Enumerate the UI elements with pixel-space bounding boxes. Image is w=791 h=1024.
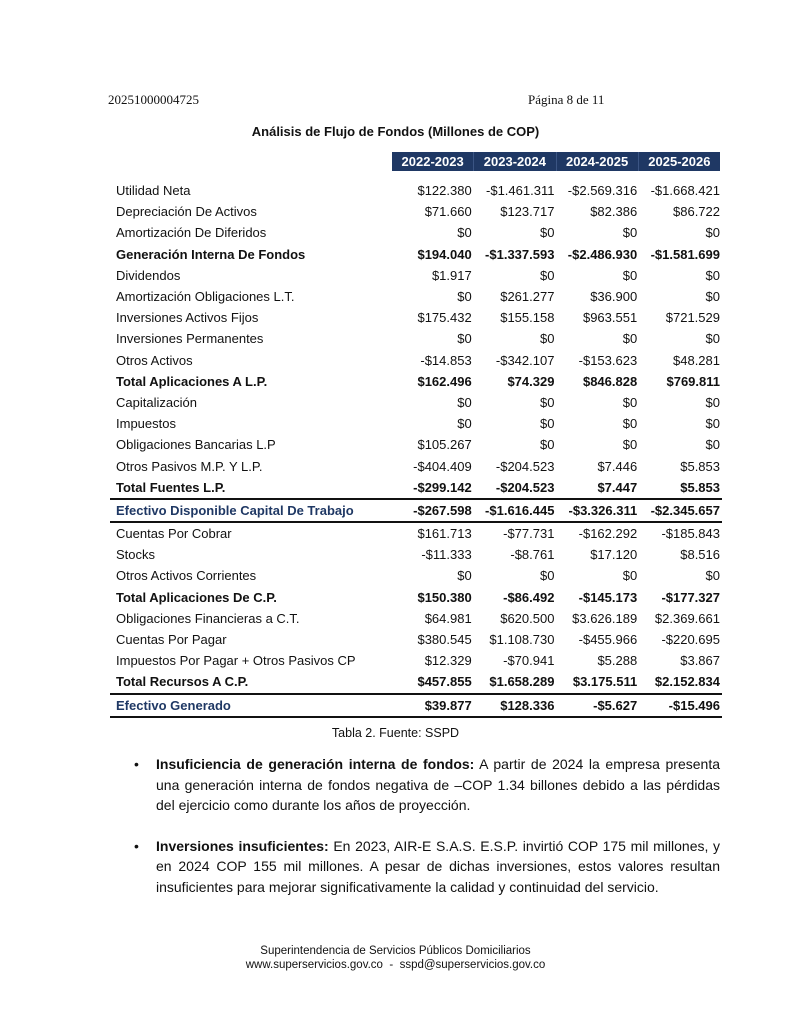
table-row — [110, 565, 722, 586]
cash-flow-table — [110, 180, 722, 718]
row-value: -$2.345.657 — [639, 499, 722, 522]
column-header: 2025-2026 — [638, 152, 720, 171]
row-label: Obligaciones Financieras a C.T. — [116, 610, 300, 626]
row-value: -$1.581.699 — [650, 246, 720, 262]
row-value: $1.108.730 — [489, 632, 555, 648]
bullet-item — [134, 754, 720, 816]
table-row — [110, 201, 722, 222]
row-value: -$70.941 — [503, 653, 555, 669]
row-label: Stocks — [116, 547, 156, 563]
row-value: $8.516 — [680, 547, 720, 563]
row-value: $0 — [622, 437, 638, 453]
row-value: -$455.966 — [578, 632, 638, 648]
row-label: Efectivo Disponible Capital De Trabajo — [110, 499, 392, 522]
row-label: Cuentas Por Pagar — [116, 632, 227, 648]
row-value: $0 — [705, 267, 720, 283]
table-row — [110, 265, 722, 286]
row-value: $0 — [457, 225, 472, 241]
bullet-heading: Inversiones insuficientes: — [156, 837, 329, 854]
row-value: $3.867 — [680, 653, 720, 669]
row-value: -$204.523 — [495, 458, 555, 474]
table-row — [110, 499, 722, 522]
row-value: $846.828 — [582, 373, 638, 389]
row-label: Total Aplicaciones De C.P. — [116, 589, 277, 605]
row-value: $380.545 — [417, 632, 472, 648]
row-label: Impuestos Por Pagar + Otros Pasivos CP — [116, 653, 356, 669]
row-value: $39.877 — [392, 694, 474, 717]
bullet-body: A partir de 2024 la empresa presenta una generación interna de fondos negativa de –COP 1.34 billones debido a las pérdidas del ejercicio como durante los años de proyección. — [156, 756, 720, 813]
row-value: -$204.523 — [495, 479, 555, 495]
row-label: Efectivo Generado — [110, 694, 392, 717]
row-value: $7.447 — [597, 479, 638, 495]
bullet-icon: • — [134, 756, 139, 772]
row-value: -$3.326.311 — [556, 499, 639, 522]
row-value: -$162.292 — [578, 526, 638, 542]
row-value: -$299.142 — [413, 479, 472, 495]
row-value: $122.380 — [417, 183, 472, 199]
row-label: Cuentas Por Cobrar — [116, 526, 232, 542]
row-value: $155.158 — [500, 310, 555, 326]
bullet-list — [134, 754, 720, 917]
row-value: $194.040 — [417, 246, 472, 262]
row-value: $0 — [705, 225, 720, 241]
row-value: -$185.843 — [661, 526, 720, 542]
row-value: -$1.668.421 — [650, 183, 720, 199]
row-value: $128.336 — [474, 694, 557, 717]
row-value: $1.917 — [431, 267, 472, 283]
row-value: $0 — [622, 331, 638, 347]
footer-email[interactable]: sspd@superservicios.gov.co — [399, 959, 546, 971]
table-row — [110, 244, 722, 265]
row-value: $721.529 — [665, 310, 720, 326]
row-value: $0 — [622, 225, 638, 241]
row-value: $123.717 — [500, 204, 555, 220]
table-caption: Tabla 2. Fuente: SSPD — [331, 726, 460, 740]
table-row — [110, 350, 722, 371]
row-value: $74.329 — [507, 373, 555, 389]
table-row — [110, 180, 722, 201]
row-value: $105.267 — [417, 437, 472, 453]
row-value: -$342.107 — [495, 352, 555, 368]
row-label: Generación Interna De Fondos — [116, 246, 306, 262]
row-value: $0 — [539, 267, 555, 283]
row-value: $0 — [539, 416, 555, 432]
table-row — [110, 650, 722, 671]
row-value: $82.386 — [590, 204, 638, 220]
row-value: -$153.623 — [578, 352, 638, 368]
row-value: $0 — [622, 416, 638, 432]
bullet-icon: • — [134, 837, 139, 854]
row-value: $457.855 — [417, 674, 472, 690]
bullet-body: En 2023, AIR-E S.A.S. E.S.P. invirtió COP 175 mil millones, y en 2024 COP 155 mil millones. A pesar de dichas inversiones, estos valores resultan insuficientes para mejorar significativamente la calidad y continuidad del servicio. — [156, 837, 721, 895]
table-row — [110, 413, 722, 434]
row-value: -$2.486.930 — [567, 246, 638, 262]
row-label: Inversiones Permanentes — [116, 331, 264, 347]
row-label: Total Fuentes L.P. — [116, 479, 226, 495]
row-label: Otros Activos Corrientes — [116, 568, 257, 584]
row-label: Depreciación De Activos — [116, 204, 257, 220]
row-value: $0 — [705, 331, 720, 347]
row-value: $71.660 — [424, 204, 472, 220]
page-number: Página 8 de 11 — [528, 92, 605, 107]
row-value: $12.329 — [424, 653, 472, 669]
row-value: $17.120 — [590, 547, 638, 563]
row-value: -$8.761 — [510, 547, 555, 563]
table-row — [110, 629, 722, 650]
table-row — [110, 671, 722, 693]
row-value: $5.853 — [680, 458, 720, 474]
row-value: $2.369.661 — [654, 610, 720, 626]
row-value: $7.446 — [597, 458, 638, 474]
row-value: $64.981 — [424, 610, 472, 626]
page-footer — [0, 944, 791, 972]
row-value: -$14.853 — [420, 352, 472, 368]
row-value: $175.432 — [417, 310, 472, 326]
table-row — [110, 371, 722, 392]
footer-website[interactable]: www.superservicios.gov.co — [245, 959, 383, 971]
row-value: -$1.461.311 — [486, 183, 555, 199]
bullet-text — [156, 754, 720, 816]
table-row — [110, 222, 722, 243]
table-row — [110, 307, 722, 328]
row-value: $963.551 — [582, 310, 638, 326]
row-value: $5.288 — [597, 653, 638, 669]
row-value: $0 — [539, 568, 555, 584]
table-row — [110, 434, 722, 455]
row-value: $0 — [622, 267, 638, 283]
row-label: Impuestos — [116, 416, 176, 432]
row-value: $0 — [457, 394, 472, 410]
row-value: -$1.616.445 — [474, 499, 557, 522]
document-number: 20251000004725 — [108, 92, 199, 107]
row-label: Otros Pasivos M.P. Y L.P. — [116, 458, 263, 474]
table-row — [110, 328, 722, 349]
table-header — [392, 152, 720, 171]
row-value: -$267.598 — [392, 499, 474, 522]
footer-org: Superintendencia de Servicios Públicos Domiciliarios — [260, 945, 531, 957]
table-row — [110, 608, 722, 629]
row-value: $0 — [705, 568, 720, 584]
table-row — [110, 455, 722, 476]
row-value: $0 — [705, 394, 720, 410]
row-label: Utilidad Neta — [116, 183, 191, 199]
table-row — [110, 694, 722, 717]
row-value: -$15.496 — [639, 694, 722, 717]
row-value: $0 — [622, 394, 638, 410]
row-value: $0 — [539, 394, 555, 410]
row-value: $3.175.511 — [572, 674, 638, 690]
row-value: -$1.337.593 — [485, 246, 555, 262]
row-label: Dividendos — [116, 267, 181, 283]
row-value: $0 — [705, 289, 720, 305]
row-value: $48.281 — [673, 352, 720, 368]
table-title: Análisis de Flujo de Fondos (Millones de COP) — [251, 124, 540, 139]
row-value: $620.500 — [500, 610, 555, 626]
bullet-heading: Insuficiencia de generación interna de fondos: — [156, 756, 475, 772]
row-value: $769.811 — [666, 373, 720, 389]
table-row — [110, 587, 722, 608]
table-row — [110, 544, 722, 565]
row-value: $5.853 — [680, 479, 720, 495]
row-value: $0 — [705, 437, 720, 453]
row-value: -$404.409 — [413, 458, 472, 474]
row-value: $86.722 — [673, 204, 720, 220]
row-value: -$5.627 — [556, 694, 639, 717]
table-row — [110, 286, 722, 307]
row-value: -$77.731 — [503, 526, 555, 542]
footer-contact — [0, 958, 791, 972]
row-label: Total Recursos A C.P. — [116, 674, 249, 690]
row-label: Inversiones Activos Fijos — [116, 310, 259, 326]
row-value: $162.496 — [417, 373, 472, 389]
row-value: $1.658.289 — [489, 674, 555, 690]
row-value: -$145.173 — [578, 589, 638, 605]
footer-separator: - — [389, 959, 394, 971]
row-label: Capitalización — [116, 394, 197, 410]
row-value: $0 — [457, 331, 472, 347]
row-label: Obligaciones Bancarias L.P — [116, 437, 276, 453]
row-label: Amortización De Diferidos — [116, 225, 267, 241]
row-value: -$177.327 — [661, 589, 720, 605]
row-label: Amortización Obligaciones L.T. — [116, 289, 295, 305]
column-header: 2022-2023 — [401, 154, 464, 169]
row-value: -$2.569.316 — [567, 183, 638, 199]
bullet-text — [156, 836, 720, 898]
row-label: Total Aplicaciones A L.P. — [116, 373, 268, 389]
row-value: $0 — [457, 416, 472, 432]
row-value: $2.152.834 — [654, 674, 720, 690]
row-value: -$86.492 — [503, 589, 555, 605]
row-value: $0 — [539, 437, 555, 453]
row-value: $150.380 — [417, 589, 472, 605]
bullet-item — [134, 836, 720, 898]
row-value: $0 — [539, 225, 555, 241]
row-value: $0 — [622, 568, 638, 584]
column-header: 2023-2024 — [473, 152, 555, 171]
row-value: $0 — [539, 331, 555, 347]
row-value: -$11.333 — [421, 547, 472, 563]
row-value: $36.900 — [590, 289, 638, 305]
row-value: $0 — [457, 568, 472, 584]
row-value: -$220.695 — [661, 632, 720, 648]
row-value: $0 — [457, 289, 472, 305]
table-row — [110, 522, 722, 544]
row-value: $261.277 — [500, 289, 555, 305]
row-label: Otros Activos — [116, 352, 193, 368]
row-value: $3.626.189 — [572, 610, 638, 626]
table-row — [110, 477, 722, 499]
row-value: $161.713 — [417, 526, 472, 542]
column-header: 2024-2025 — [556, 152, 638, 171]
row-value: $0 — [705, 416, 720, 432]
table-row — [110, 392, 722, 413]
